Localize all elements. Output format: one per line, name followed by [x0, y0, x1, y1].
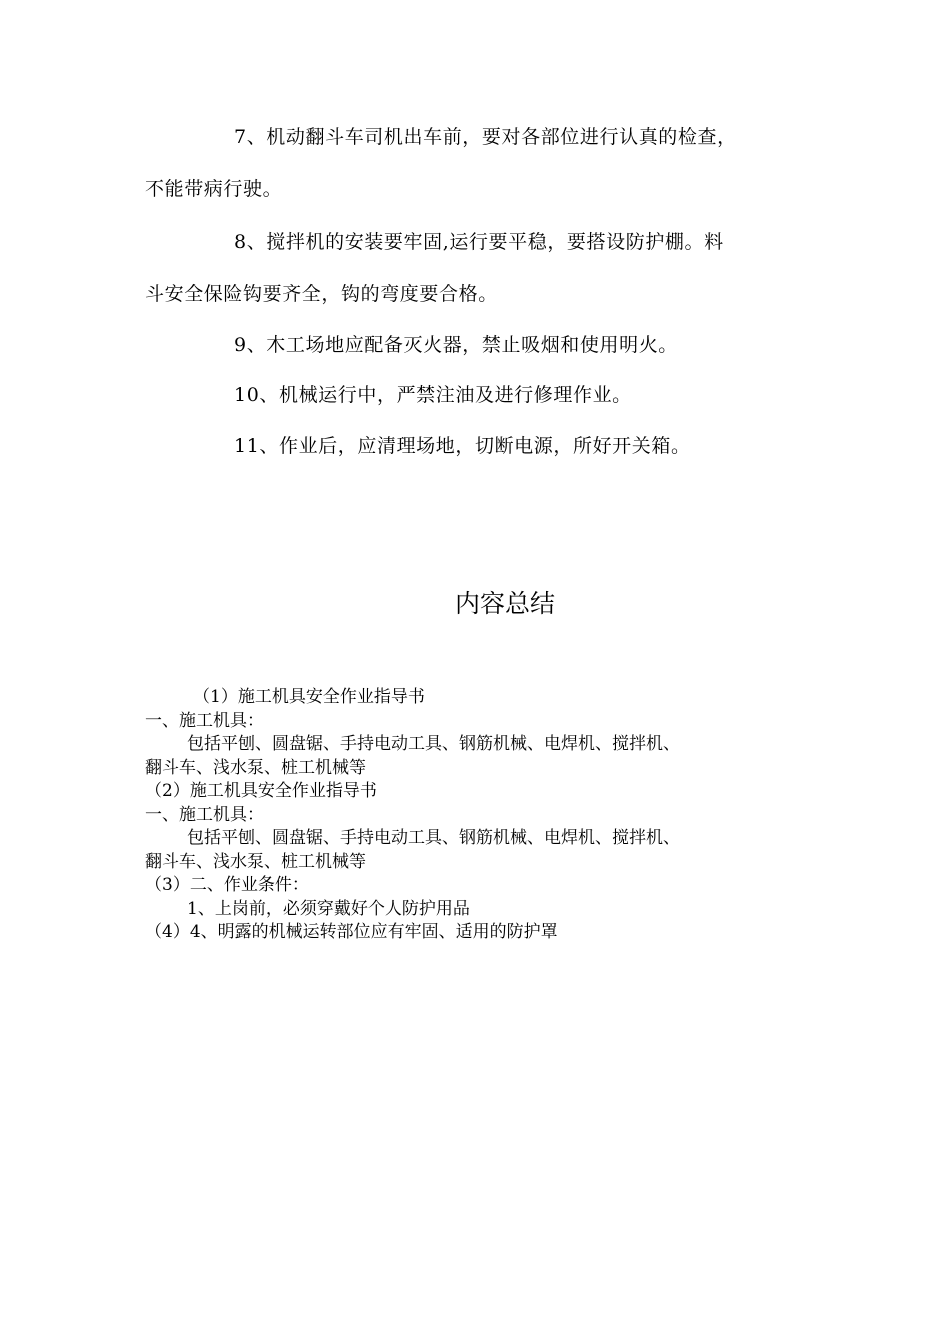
- summary-heading: 内容总结: [454, 589, 555, 618]
- summary-line: 一、施工机具：: [145, 710, 264, 731]
- summary-line: （3）二、作业条件：: [145, 875, 309, 895]
- summary-line: （1）施工机具安全作业指导书: [193, 687, 425, 707]
- paragraph-item-9: 9、木工场地应配备灭火器，禁止吸烟和使用明火。: [234, 334, 678, 356]
- summary-line: 翻斗车、浅水泵、桩工机械等: [145, 757, 366, 778]
- summary-line: 包括平刨、圆盘锯、手持电动工具、钢筋机械、电焊机、搅拌机、: [187, 734, 680, 754]
- paragraph-item-7-line-2: 不能带病行驶。: [145, 178, 283, 200]
- paragraph-item-7-line-1: 7、机动翻斗车司机出车前，要对各部位进行认真的检查，: [234, 126, 737, 148]
- paragraph-item-8-line-2: 斗安全保险钩要齐全，钩的弯度要合格。: [145, 283, 498, 305]
- summary-block: [145, 686, 805, 945]
- summary-line: （2）施工机具安全作业指导书: [145, 781, 377, 801]
- summary-line: （4）4、明露的机械运转部位应有牢固、适用的防护罩: [145, 922, 558, 942]
- summary-line: 1、上岗前，必须穿戴好个人防护用品: [187, 898, 470, 919]
- summary-line: 翻斗车、浅水泵、桩工机械等: [145, 851, 366, 872]
- paragraph-item-8-line-1: 8、搅拌机的安装要牢固,运行要平稳，要搭设防护棚。料: [234, 231, 724, 253]
- summary-line: 包括平刨、圆盘锯、手持电动工具、钢筋机械、电焊机、搅拌机、: [187, 828, 680, 848]
- summary-line: 一、施工机具：: [145, 804, 264, 825]
- paragraph-item-10: 10、机械运行中，严禁注油及进行修理作业。: [234, 384, 632, 406]
- paragraph-item-11: 11、作业后，应清理场地，切断电源，所好开关箱。: [234, 435, 691, 457]
